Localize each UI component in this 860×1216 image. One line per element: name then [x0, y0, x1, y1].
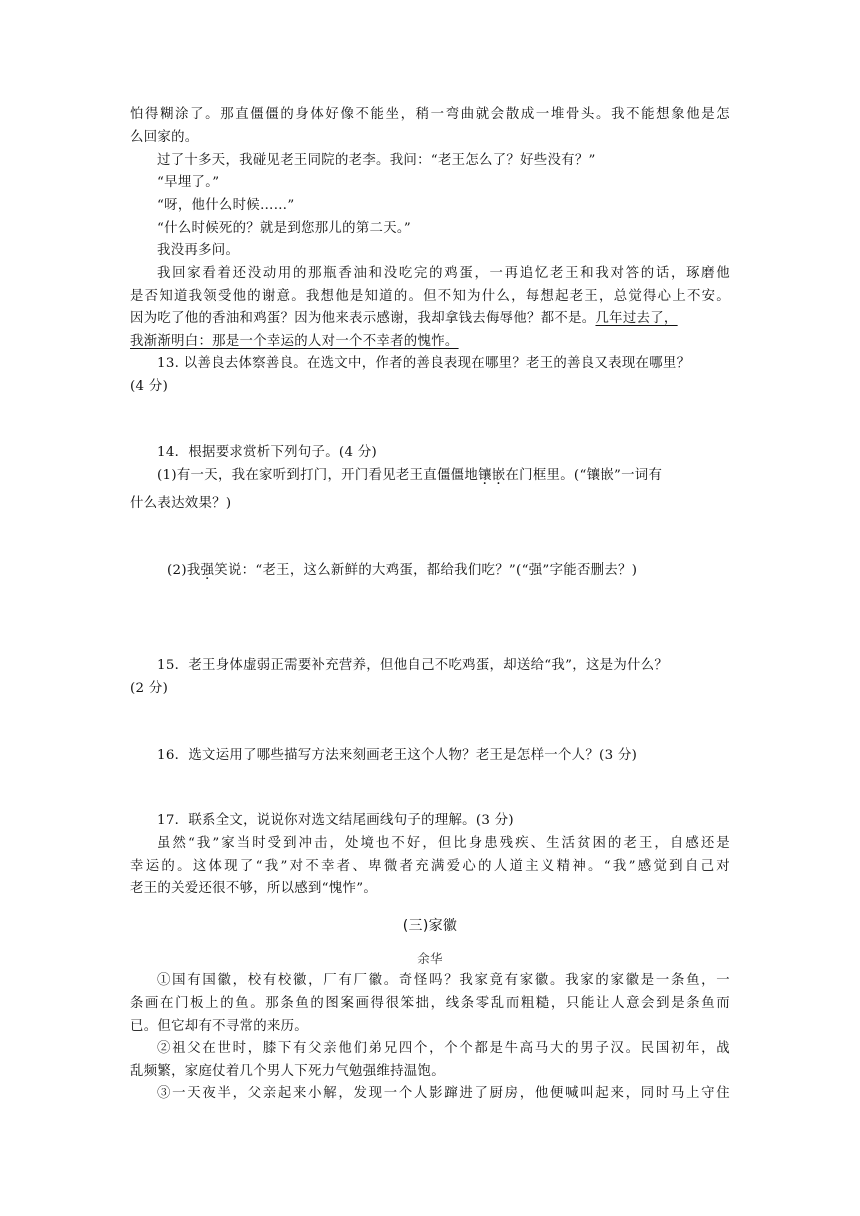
underlined-sentence: 我渐渐明白：那是一个幸运的人对一个不幸者的愧怍。: [130, 334, 459, 349]
passage-text: 因为吃了他的香油和鸡蛋？因为他来表示感谢，我却拿钱去侮辱他？都不是。: [130, 311, 596, 326]
dialogue-line: “呀，他什么时候……”: [157, 198, 295, 213]
dialogue-line: “什么时候死的？就是到您那儿的第二天。”: [157, 221, 412, 236]
question-text: 在门框里。(“镶嵌”一词有: [505, 468, 663, 483]
question-15: 15．老王身体虚弱正需要补充营养，但他自己不吃鸡蛋，却送给“我”，这是为什么？: [157, 658, 669, 673]
dialogue-line: 我没再多问。: [157, 243, 240, 258]
section-title: (三)家徽: [402, 918, 458, 934]
answer-17-line: 虽然“我”家当时受到冲击，处境也不好，但比身患残疾、生活贫困的老王，自感还是: [157, 836, 730, 851]
question-15-score: (2 分): [130, 681, 169, 696]
emphasis-char: 嵌: [491, 468, 506, 483]
question-16: 16．选文运用了哪些描写方法来刻画老王这个人物？老王是怎样一个人？(3 分): [157, 748, 638, 763]
passage-line: [130, 331, 459, 353]
answer-17-line: 老王的关爱还很不够，所以感到“愧怍”。: [130, 881, 378, 896]
question-text: (2)我: [167, 563, 201, 578]
question-14: 14．根据要求赏析下列句子。(4 分): [157, 445, 378, 460]
underlined-sentence: 几年过去了，: [595, 311, 678, 326]
passage-line: 我回家看着还没动用的那瓶香油和没吃完的鸡蛋，一再追忆老王和我对答的话，琢磨他: [157, 266, 730, 281]
question-14-1-cont: 什么表达效果？): [130, 496, 232, 511]
passage-line: [130, 308, 678, 330]
passage-line: 是否知道我领受他的谢意。我想他是知道的。但不知为什么，每想起老王，总觉得心上不安。: [130, 289, 730, 304]
question-17: 17．联系全文，说说你对选文结尾画线句子的理解。(3 分): [157, 813, 514, 828]
section-paragraph-line: ③一天夜半，父亲起来小解，发现一个人影蹿进了厨房，他便喊叫起来，同时马上守住: [157, 1086, 730, 1101]
question-13: 13. 以善良去体察善良。在选文中，作者的善良表现在哪里？老王的善良又表现在哪里？: [157, 356, 691, 371]
question-13-score: (4 分): [130, 379, 169, 394]
section-paragraph-line: 已。但它却有不寻常的来历。: [130, 1019, 308, 1034]
dialogue-line: “早埋了。”: [157, 175, 220, 190]
question-text: 笑说：“老王，这么新鲜的大鸡蛋，都给我们吃？”(“强”字能否删去？): [214, 563, 638, 578]
answer-17-line: 幸运的。这体现了“我”对不幸者、卑微者充满爱心的人道主义精神。“我”感觉到自己对: [130, 859, 730, 874]
passage-paragraph: 过了十多天，我碰见老王同院的老李。我问：“老王怎么了？好些没有？”: [157, 153, 596, 168]
section-paragraph-line: ①国有国徽，校有校徽，厂有厂徽。奇怪吗？我家竟有家徽。我家的家徽是一条鱼，一: [157, 973, 730, 988]
passage-line: 怕得糊涂了。那直僵僵的身体好像不能坐，稍一弯曲就会散成一堆骨头。我不能想象他是怎: [130, 107, 730, 122]
question-text: (1)有一天，我在家听到打门，开门看见老王直僵僵地: [157, 468, 479, 483]
question-14-2: [167, 560, 637, 582]
passage-line: 么回家的。: [130, 130, 199, 145]
emphasis-char: 强: [200, 563, 215, 578]
question-14-1: [157, 465, 662, 487]
section-paragraph-line: 条画在门板上的鱼。那条鱼的图案画得很笨拙，线条零乱而粗糙，只能让人意会到是条鱼而: [130, 996, 730, 1011]
section-paragraph-line: 乱频繁，家庭仗着几个男人下死力气勉强维持温饱。: [130, 1064, 445, 1079]
section-paragraph-line: ②祖父在世时，膝下有父亲他们弟兄四个，个个都是牛高马大的男子汉。民国初年，战: [157, 1041, 730, 1056]
author-name: 余华: [417, 951, 443, 966]
emphasis-char: 镶: [478, 468, 492, 483]
